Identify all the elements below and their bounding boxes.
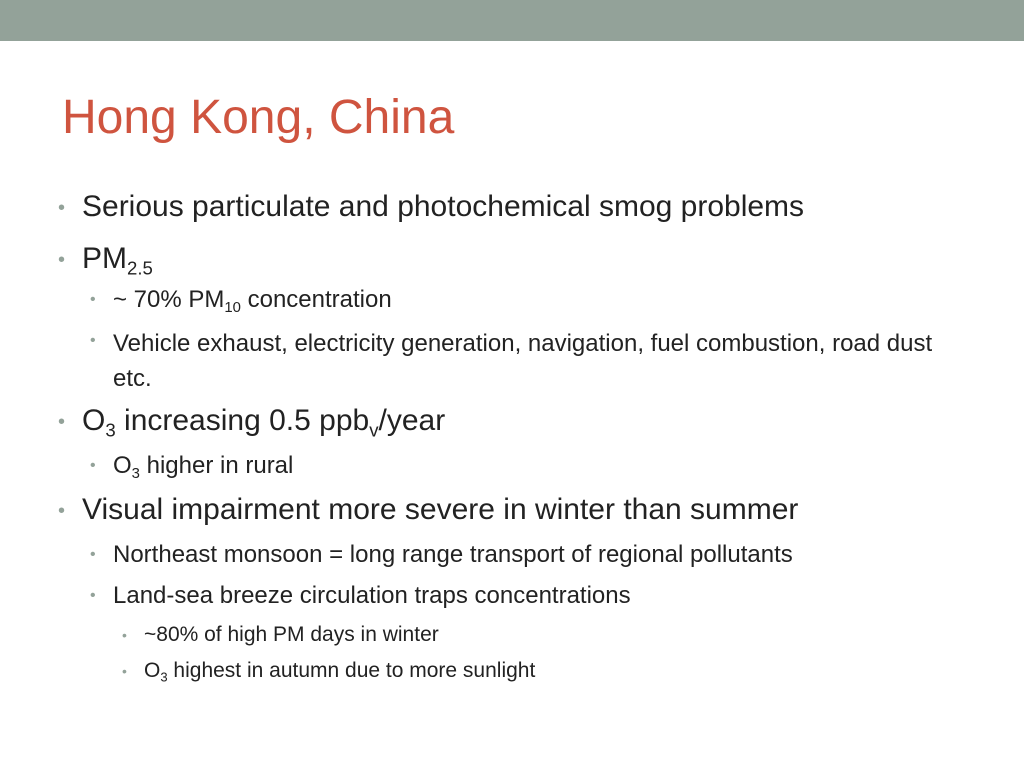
- bullet-text: [82, 404, 446, 441]
- text-part: concentration: [240, 286, 392, 313]
- bullet-dot-icon: •: [90, 332, 96, 349]
- text-part: higher in rural: [139, 452, 294, 479]
- text-part: PM: [82, 242, 127, 275]
- text-part: O: [113, 452, 132, 479]
- text-part: O: [144, 659, 161, 682]
- subscript: 2.5: [127, 257, 153, 279]
- bullet-dot-icon: •: [122, 627, 127, 643]
- subscript: v: [369, 419, 379, 441]
- bullet-dot-icon: •: [90, 546, 96, 563]
- bullet-text: [113, 285, 392, 315]
- text-part: /year: [378, 404, 446, 437]
- text-part: O: [82, 404, 106, 437]
- bullet-dot-icon: •: [58, 411, 66, 433]
- bullet-text: Vehicle exhaust, electricity generation, navigation, fuel combustion, road dust etc.: [113, 330, 933, 392]
- bullet-text: Northeast monsoon = long range transport of regional pollutants: [113, 541, 793, 568]
- text-part: highest in autumn due to more sunlight: [167, 659, 536, 682]
- subscript: 10: [224, 300, 241, 317]
- subscript: 3: [131, 466, 140, 483]
- bullet-text: Serious particulate and photochemical smog problems: [82, 190, 805, 223]
- bullet-text: ~80% of high PM days in winter: [144, 623, 439, 646]
- bullet-text: [113, 451, 293, 481]
- bullet-dot-icon: •: [122, 663, 127, 679]
- slide-title: Hong Kong, China: [62, 91, 455, 144]
- bullet-dot-icon: •: [90, 457, 96, 474]
- subscript: 3: [105, 419, 116, 441]
- bullet-dot-icon: •: [58, 197, 66, 219]
- text-part: increasing 0.5 ppb: [115, 404, 370, 437]
- bullet-dot-icon: •: [58, 249, 66, 271]
- bullet-text: [82, 242, 153, 279]
- bullet-dot-icon: •: [90, 291, 96, 308]
- subscript: 3: [160, 669, 168, 685]
- bullet-text: Land-sea breeze circulation traps concentrations: [113, 582, 631, 609]
- bullet-dot-icon: •: [90, 587, 96, 604]
- bullet-text: Visual impairment more severe in winter than summer: [82, 493, 799, 526]
- text-part: ~ 70% PM: [113, 286, 225, 313]
- bullet-text: [144, 658, 535, 684]
- bullet-dot-icon: •: [58, 500, 66, 522]
